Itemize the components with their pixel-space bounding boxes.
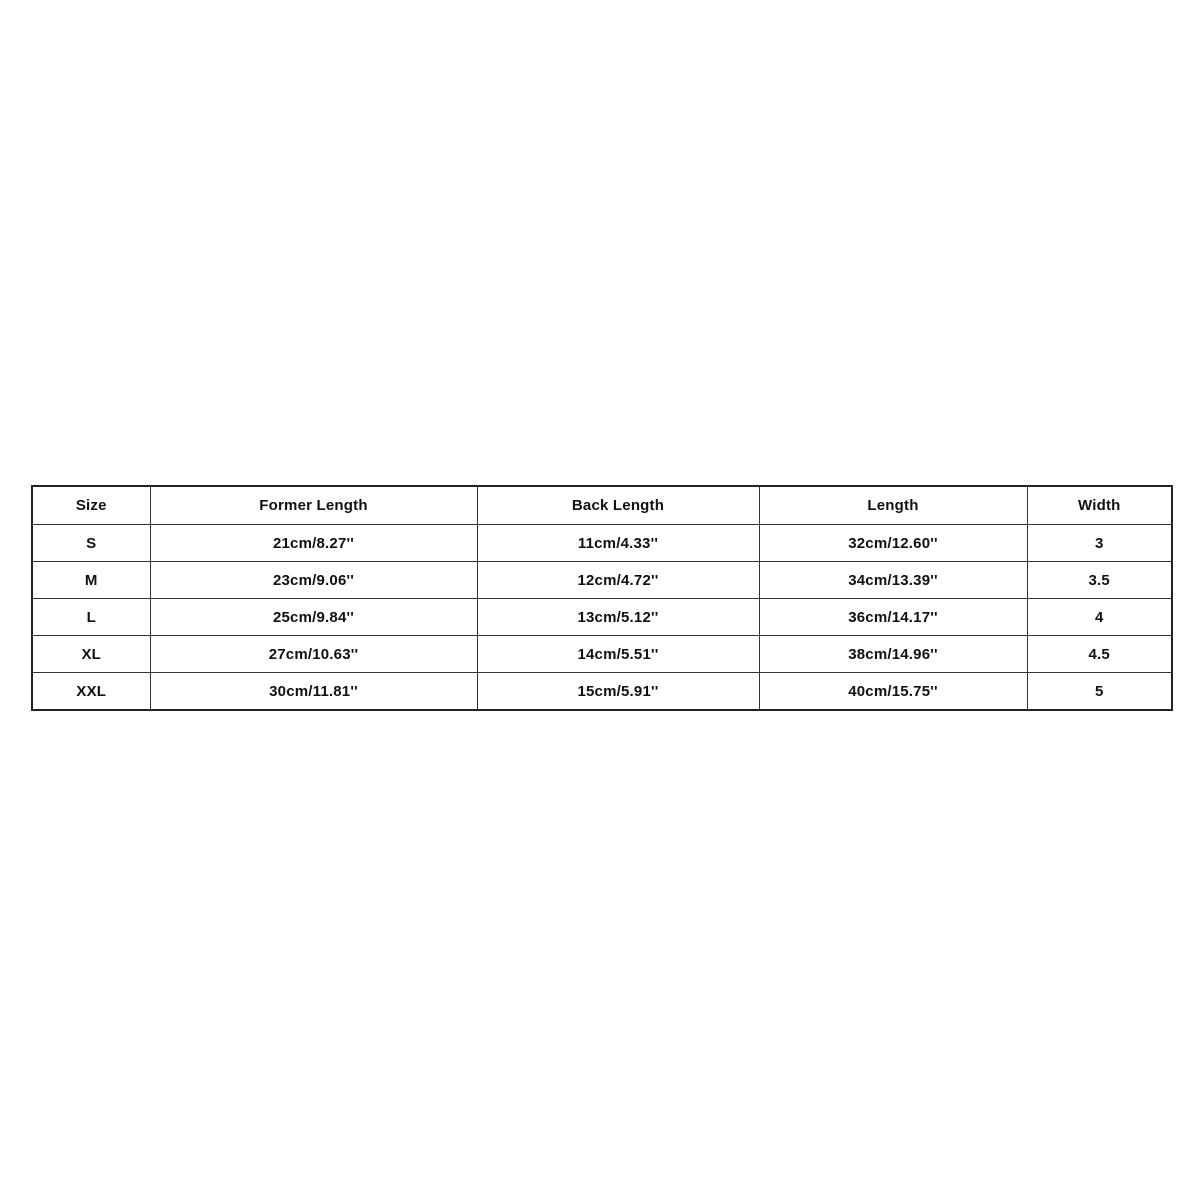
cell-former-length: 30cm/11.81'' [150, 673, 477, 711]
cell-size: XL [32, 636, 150, 673]
table-row [32, 525, 1172, 562]
cell-former-length: 25cm/9.84'' [150, 599, 477, 636]
cell-back-length: 11cm/4.33'' [477, 525, 759, 562]
header-back-length: Back Length [477, 486, 759, 525]
cell-length: 38cm/14.96'' [759, 636, 1027, 673]
cell-length: 32cm/12.60'' [759, 525, 1027, 562]
cell-length: 36cm/14.17'' [759, 599, 1027, 636]
cell-back-length: 13cm/5.12'' [477, 599, 759, 636]
cell-width: 4 [1027, 599, 1172, 636]
header-width: Width [1027, 486, 1172, 525]
cell-former-length: 23cm/9.06'' [150, 562, 477, 599]
table-row [32, 562, 1172, 599]
cell-size: S [32, 525, 150, 562]
table-row [32, 636, 1172, 673]
table-row [32, 673, 1172, 711]
cell-width: 3.5 [1027, 562, 1172, 599]
header-former-length: Former Length [150, 486, 477, 525]
cell-width: 5 [1027, 673, 1172, 711]
cell-size: L [32, 599, 150, 636]
cell-former-length: 21cm/8.27'' [150, 525, 477, 562]
cell-former-length: 27cm/10.63'' [150, 636, 477, 673]
cell-back-length: 14cm/5.51'' [477, 636, 759, 673]
cell-back-length: 12cm/4.72'' [477, 562, 759, 599]
cell-size: XXL [32, 673, 150, 711]
table-row [32, 599, 1172, 636]
cell-length: 34cm/13.39'' [759, 562, 1027, 599]
header-size: Size [32, 486, 150, 525]
table-header-row [32, 486, 1172, 525]
cell-length: 40cm/15.75'' [759, 673, 1027, 711]
header-length: Length [759, 486, 1027, 525]
size-chart-table [31, 485, 1173, 711]
cell-width: 4.5 [1027, 636, 1172, 673]
cell-back-length: 15cm/5.91'' [477, 673, 759, 711]
cell-size: M [32, 562, 150, 599]
cell-width: 3 [1027, 525, 1172, 562]
